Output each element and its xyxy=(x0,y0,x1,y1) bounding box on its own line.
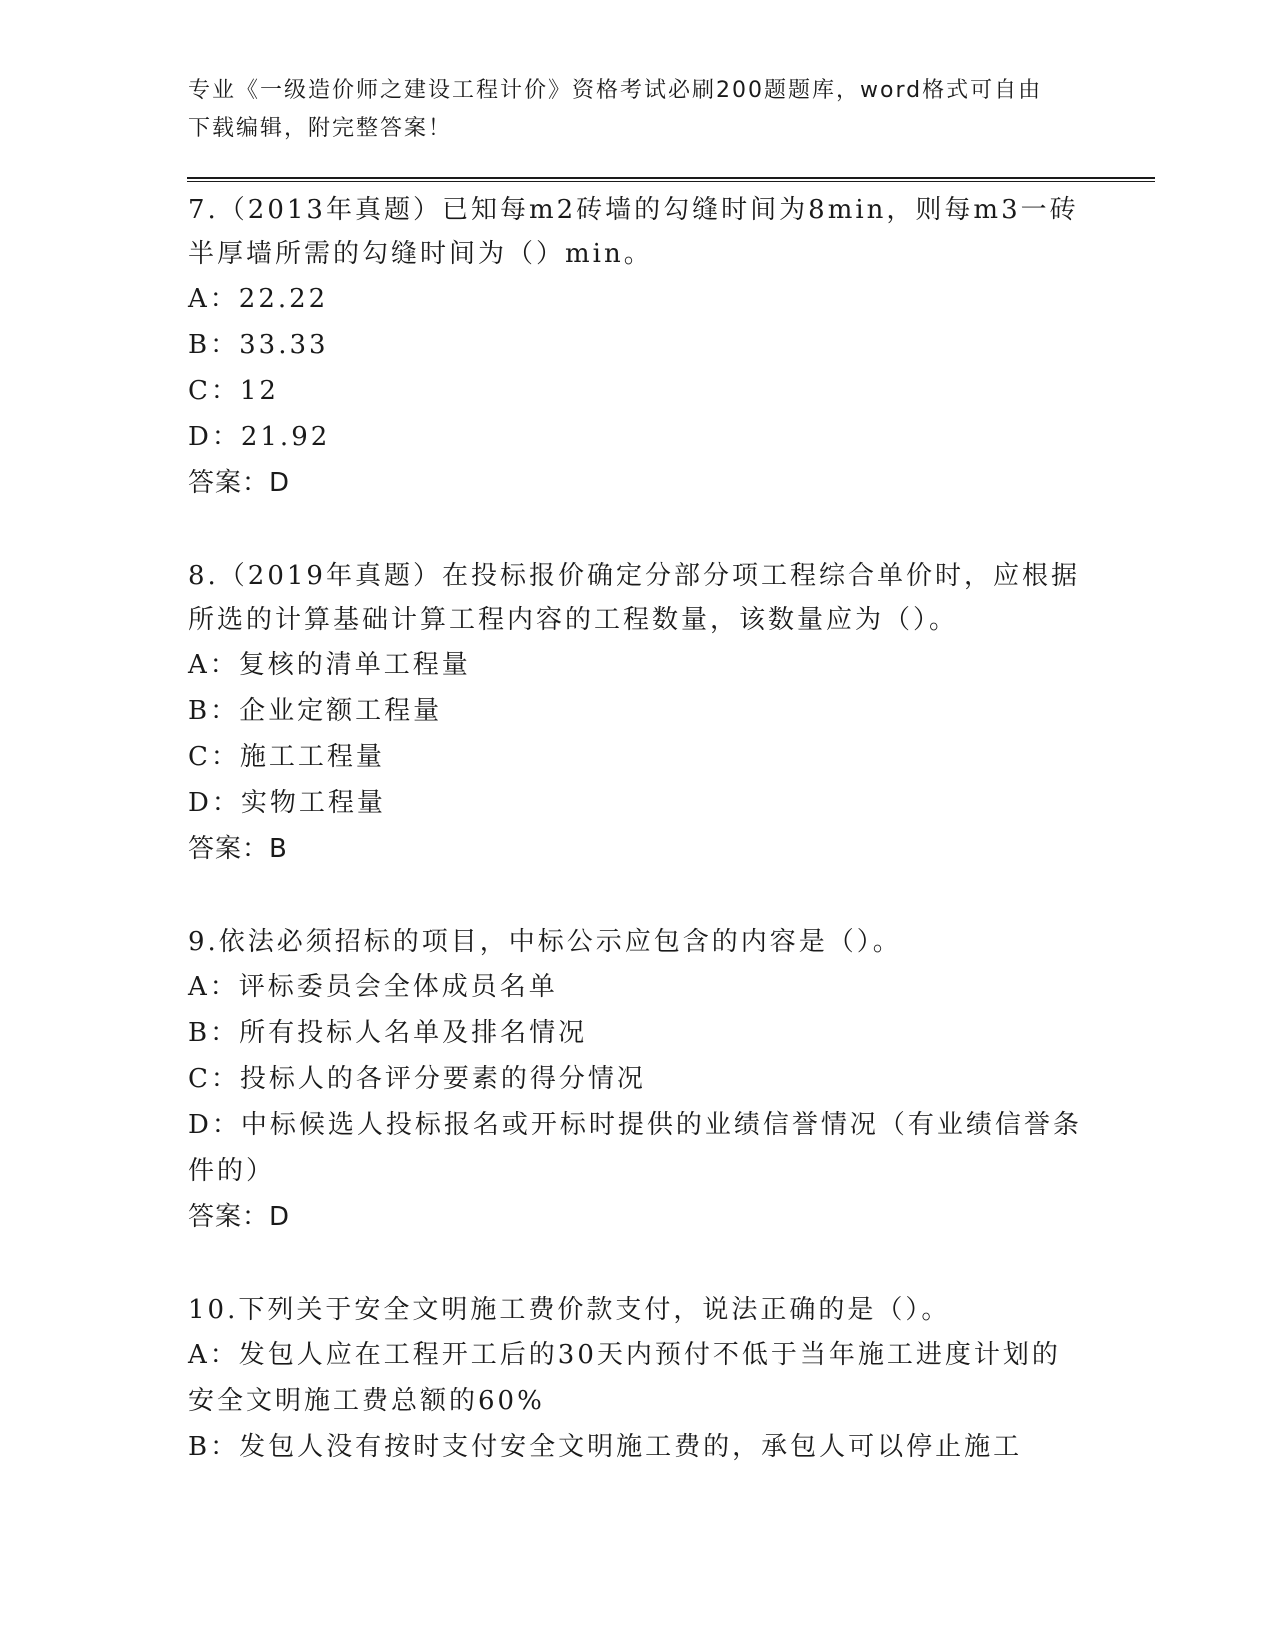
option-a: A：评标委员会全体成员名单 xyxy=(188,972,558,1002)
option-b: B：33.33 xyxy=(188,330,329,360)
question-text: 9.依法必须招标的项目，中标公示应包含的内容是（）。 xyxy=(188,927,902,957)
question-9 xyxy=(188,920,1088,1240)
answer-line: 答案：D xyxy=(188,468,291,498)
header-line-1: 专业《一级造价师之建设工程计价》资格考试必刷200题题库，word格式可自由 xyxy=(188,78,1043,103)
option-a: A：22.22 xyxy=(188,284,329,314)
answer-line: 答案：B xyxy=(188,834,288,864)
option-b: B：所有投标人名单及排名情况 xyxy=(188,1018,588,1048)
header-divider-thin xyxy=(187,181,1155,182)
option-c: C：投标人的各评分要素的得分情况 xyxy=(188,1064,646,1094)
answer-line: 答案：D xyxy=(188,1202,291,1232)
option-a: A：发包人应在工程开工后的30天内预付不低于当年施工进度计划的安全文明施工费总额的60% xyxy=(188,1340,1061,1416)
option-d: D：21.92 xyxy=(188,422,331,452)
header-divider-thick xyxy=(187,177,1155,179)
question-10 xyxy=(188,1288,1088,1470)
option-b: B：企业定额工程量 xyxy=(188,696,443,726)
document-header xyxy=(188,72,1088,148)
question-text: 10.下列关于安全文明施工费价款支付，说法正确的是（）。 xyxy=(188,1295,951,1325)
question-8 xyxy=(188,554,1088,872)
option-c: C：施工工程量 xyxy=(188,742,385,772)
option-a: A：复核的清单工程量 xyxy=(188,650,471,680)
header-line-2: 下载编辑，附完整答案！ xyxy=(188,116,453,141)
option-d: D：中标候选人投标报名或开标时提供的业绩信誉情况（有业绩信誉条件的） xyxy=(188,1110,1082,1186)
option-c: C：12 xyxy=(188,376,279,406)
option-b: B：发包人没有按时支付安全文明施工费的，承包人可以停止施工 xyxy=(188,1432,1023,1462)
option-d: D：实物工程量 xyxy=(188,788,386,818)
question-text: 7.（2013年真题）已知每m2砖墙的勾缝时间为8min，则每m3一砖半厚墙所需的勾缝时间为（）min。 xyxy=(188,195,1079,269)
question-list xyxy=(188,188,1088,1518)
question-7 xyxy=(188,188,1088,506)
question-text: 8.（2019年真题）在投标报价确定分部分项工程综合单价时，应根据所选的计算基础计算工程内容的工程数量，该数量应为（）。 xyxy=(188,561,1080,635)
